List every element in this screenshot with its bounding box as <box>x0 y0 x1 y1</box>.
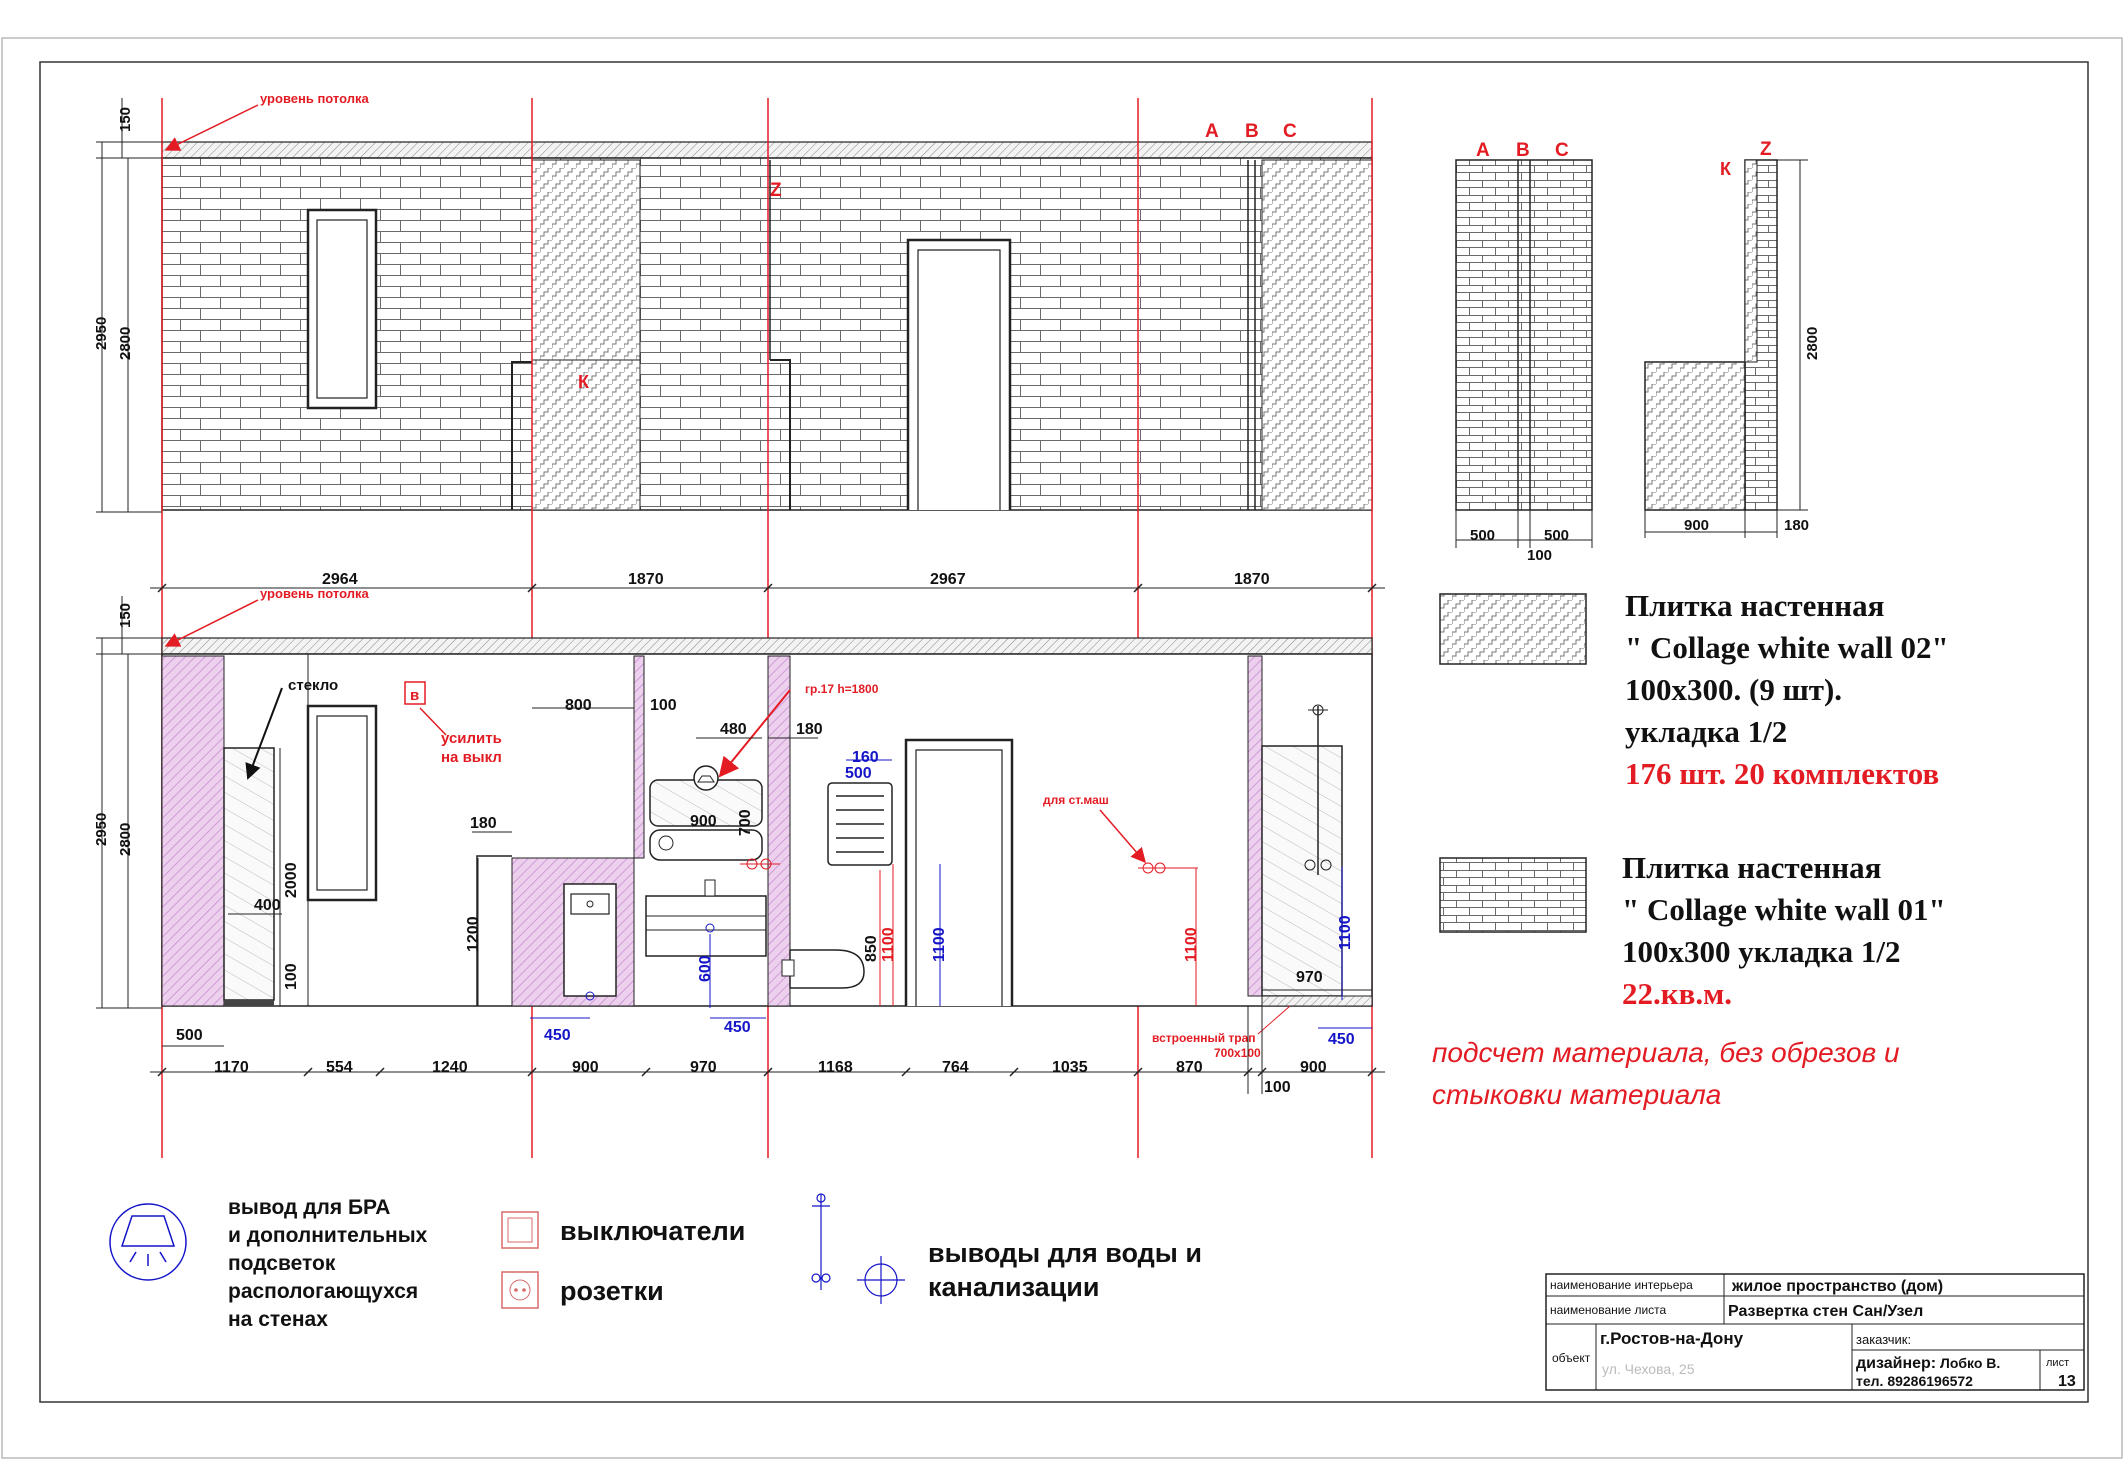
ceiling-slab-upper <box>162 142 1372 158</box>
ceiling-level-label-upper: уровень потолка <box>260 91 369 106</box>
object-city: г.Ростов-на-Дону <box>1600 1329 1744 1348</box>
dim-500-bottom: 500 <box>176 1027 203 1044</box>
water-label-1: выводы для воды и <box>928 1238 1202 1268</box>
reinforce-label-2: на выкл <box>441 749 502 766</box>
bra-label-1: вывод для БРА <box>228 1196 391 1219</box>
dim-554: 554 <box>326 1059 353 1076</box>
marker-z-upper: Z <box>770 180 782 201</box>
towel-dryer <box>828 783 892 865</box>
dim-100-b: 100 <box>1527 547 1553 564</box>
dim-700: 700 <box>737 809 754 836</box>
object-label: объект <box>1552 1351 1591 1365</box>
dim-900-right: 900 <box>1300 1059 1327 1076</box>
sockets-label: розетки <box>560 1276 664 1306</box>
dim-2967: 2967 <box>930 571 966 588</box>
dim-1870-b: 1870 <box>1234 571 1270 588</box>
drain-label-2: 700x100 <box>1214 1046 1261 1060</box>
marker-a-upper: А <box>1205 121 1219 142</box>
sheet-number-label: лист <box>2046 1357 2070 1369</box>
bra-label-2: и дополнительных <box>228 1224 428 1247</box>
side-section-abc <box>1456 140 1592 564</box>
tile-01-line2: " Collage white wall 01" <box>1622 892 1946 927</box>
customer-label: заказчик: <box>1856 1332 1912 1347</box>
dim-900-bottom: 900 <box>572 1059 599 1076</box>
tile-01-line3: 100x300 укладка 1/2 <box>1622 934 1901 969</box>
tile-02-panel-c <box>1262 160 1372 510</box>
dim-870: 870 <box>1176 1059 1203 1076</box>
dim-2800-side: 2800 <box>1804 326 1821 360</box>
ceiling-level-label-lower: уровень потолка <box>260 586 369 601</box>
dim-900-mirror: 900 <box>690 813 717 830</box>
note-line2: стыковки материала <box>1432 1079 1722 1110</box>
marker-c-upper: С <box>1283 121 1297 142</box>
dim-1035: 1035 <box>1052 1059 1088 1076</box>
dim-2800-upper: 2800 <box>117 326 134 360</box>
dim-2950-upper: 2950 <box>93 316 110 350</box>
marker-k-side: К <box>1720 159 1731 179</box>
dim-480: 480 <box>720 721 747 738</box>
tile-02-quantity: 176 шт. 20 комплектов <box>1625 756 1940 791</box>
dim-1240: 1240 <box>432 1059 468 1076</box>
interior-value: жилое пространство (дом) <box>1732 1278 1944 1295</box>
sheet-number: 13 <box>2058 1373 2076 1390</box>
tile-02-line3: 100x300. (9 шт). <box>1625 672 1843 707</box>
sheet-name-label: наименование листа <box>1550 1303 1667 1317</box>
dim-764: 764 <box>942 1059 969 1076</box>
tile-02-swatch <box>1440 594 1586 664</box>
dim-150-lower: 150 <box>117 602 134 628</box>
interior-label: наименование интерьера <box>1550 1278 1693 1292</box>
dim-1100-shower: 1100 <box>1337 915 1354 950</box>
dim-1100-door: 1100 <box>931 927 948 962</box>
marker-a-side: А <box>1476 140 1490 161</box>
designer-phone: тел. 89286196572 <box>1856 1373 1973 1389</box>
wall-hung-toilet <box>790 950 864 988</box>
switches-label: выключатели <box>560 1216 746 1246</box>
dim-970-shower: 970 <box>1296 969 1323 986</box>
dim-600: 600 <box>697 955 714 982</box>
marker-z-side: Z <box>1760 139 1772 160</box>
tile-02-line2: " Collage white wall 02" <box>1625 630 1949 665</box>
dim-180-side: 180 <box>1784 517 1810 534</box>
wall-light <box>694 766 718 790</box>
dim-160: 160 <box>852 749 879 766</box>
sheet-name-value: Развертка стен Сан/Узел <box>1728 1303 1924 1320</box>
marker-b-side: В <box>1516 140 1530 161</box>
bra-label-4: распологающухся <box>228 1280 419 1303</box>
marker-b-upper: В <box>1245 121 1259 142</box>
dim-1170: 1170 <box>214 1059 249 1076</box>
dim-1100-wc: 1100 <box>880 927 897 962</box>
dim-450-wc: 450 <box>544 1027 571 1044</box>
dim-2000: 2000 <box>283 862 300 898</box>
door-lower <box>906 740 1012 1006</box>
shower-glass <box>1262 746 1342 996</box>
title-block <box>1546 1274 2084 1390</box>
tile-02-line4: укладка 1/2 <box>1625 714 1788 749</box>
tile-01-swatch <box>1440 858 1586 932</box>
dim-100-top: 100 <box>650 697 677 714</box>
drain-label-1: встроенный трап <box>1152 1031 1256 1045</box>
dim-2950-lower: 2950 <box>93 812 110 846</box>
dim-1100-washer: 1100 <box>1183 927 1200 962</box>
bra-label-5: на стенах <box>228 1308 328 1331</box>
dim-2800-lower: 2800 <box>117 822 134 856</box>
socket-icon <box>502 1272 538 1308</box>
designer-label: дизайнер: <box>1856 1355 1937 1372</box>
dim-970-bottom: 970 <box>690 1059 717 1076</box>
dim-1168: 1168 <box>818 1059 853 1076</box>
tile-01-quantity: 22.кв.м. <box>1622 976 1732 1011</box>
switch-mark: в <box>410 687 420 704</box>
marker-c-side: С <box>1555 140 1569 161</box>
dim-180-left: 180 <box>470 815 497 832</box>
designer-name: Лобко В. <box>1940 1355 2001 1371</box>
ceiling-slab-lower <box>162 638 1372 654</box>
marker-k-upper: К <box>578 372 589 392</box>
glass-panel-left <box>224 748 274 1000</box>
dim-500-c: 500 <box>1544 527 1570 544</box>
tile-02-panel-k-top <box>532 160 640 360</box>
dim-1870-a: 1870 <box>628 571 664 588</box>
bra-label-3: подсветок <box>228 1252 336 1275</box>
wall-hung-label: гр.17 h=1800 <box>805 682 879 696</box>
glass-label: стекло <box>288 677 339 694</box>
dim-150-upper: 150 <box>117 106 134 132</box>
dim-100-bottom: 100 <box>1264 1079 1291 1096</box>
dim-450-shower: 450 <box>1328 1031 1355 1048</box>
dim-500-towel: 500 <box>845 765 872 782</box>
dim-450-sink: 450 <box>724 1019 751 1036</box>
note-line1: подсчет материала, без обрезов и <box>1432 1037 1900 1068</box>
object-street: ул. Чехова, 25 <box>1602 1361 1695 1377</box>
reinforce-label-1: усилить <box>441 730 502 747</box>
dim-850: 850 <box>863 935 880 962</box>
dim-180-top: 180 <box>796 721 823 738</box>
dim-900-side: 900 <box>1684 517 1710 534</box>
dim-400: 400 <box>254 897 281 914</box>
dim-2964: 2964 <box>322 571 358 588</box>
tile-02-line1: Плитка настенная <box>1625 588 1885 623</box>
dim-100-left: 100 <box>283 963 300 990</box>
door-upper <box>908 240 1010 510</box>
washer-label: для ст.маш <box>1043 793 1109 807</box>
dim-1200: 1200 <box>465 916 482 952</box>
dim-800: 800 <box>565 697 592 714</box>
dim-500-a: 500 <box>1470 527 1496 544</box>
water-label-2: канализации <box>928 1272 1100 1302</box>
tile-01-line1: Плитка настенная <box>1622 850 1882 885</box>
